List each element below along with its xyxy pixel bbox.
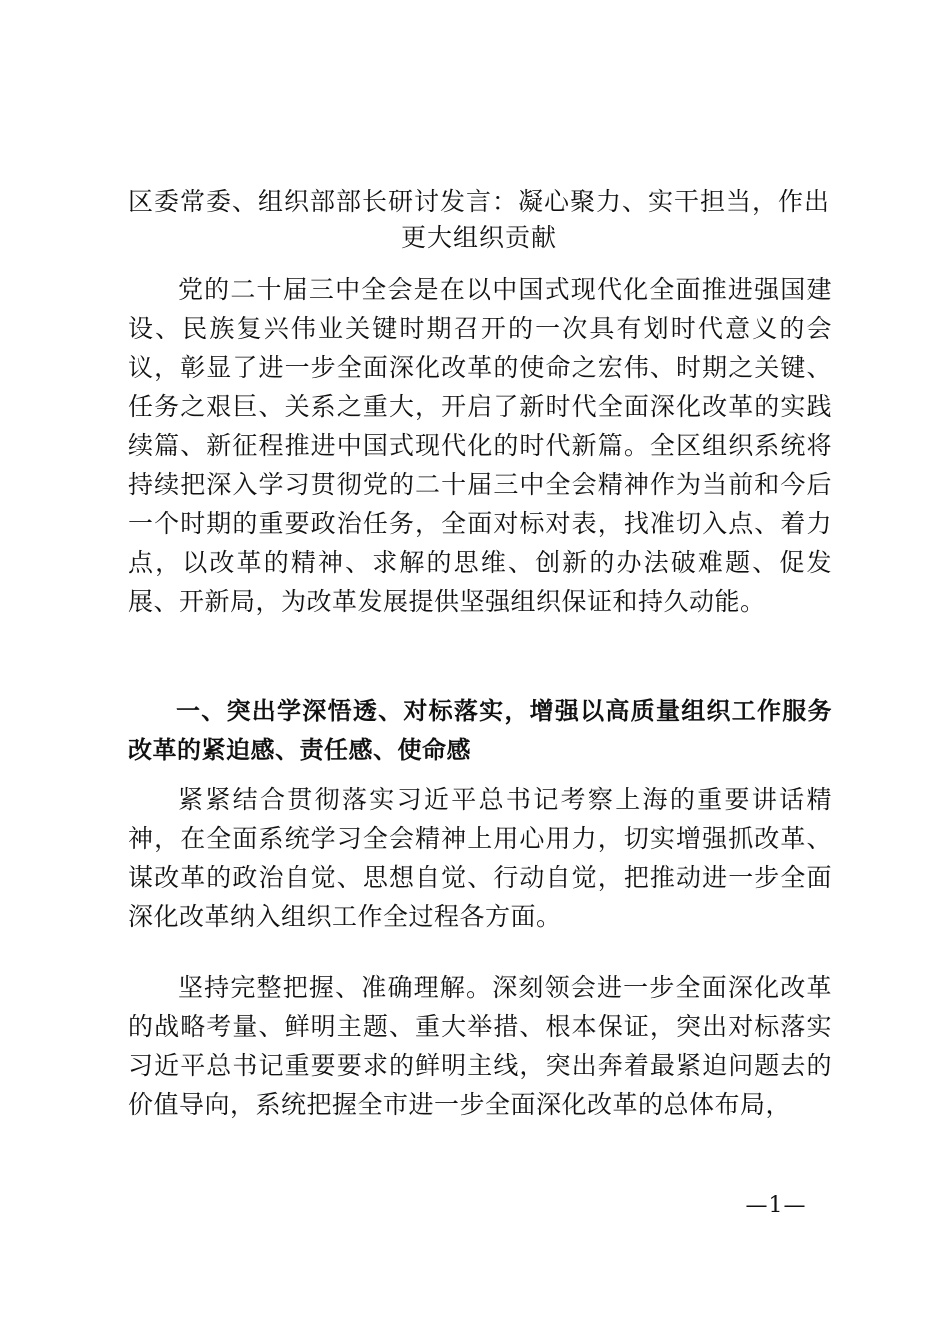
document-title: 区委常委、组织部部长研讨发言：凝心聚力、实干担当，作出更大组织贡献 — [128, 187, 831, 252]
paragraph-understanding: 坚持完整把握、准确理解。深刻领会进一步全面深化改革的战略考量、鲜明主题、重大举措、根本保证，突出对标落实习近平总书记重要要求的鲜明主线，突出奔着最紧迫问题去的价值导向，系统把握全市进一步全面深化改革的总体布局， — [128, 973, 832, 1119]
paragraph-intro: 党的二十届三中全会是在以中国式现代化全面推进强国建设、民族复兴伟业关键时期召开的一次具有划时代意义的会议，彰显了进一步全面深化改革的使命之宏伟、时期之关键、任务之艰巨、关系之重大，开启了新时代全面深化改革的实践续篇、新征程推进中国式现代化的时代新篇。全区组织系统将持续把深入学习贯彻党的二十届三中全会精神作为当前和今后一个时期的重要政治任务，全面对标对表，找准切入点、着力点，以改革的精神、求解的思维、创新的办法破难题、促发展、开新局，为改革发展提供坚强组织保证和持久动能。 — [128, 275, 832, 616]
section-heading-1: 一、突出学深悟透、对标落实，增强以高质量组织工作服务改革的紧迫感、责任感、使命感 — [128, 697, 832, 764]
paragraph-section-1: 紧紧结合贯彻落实习近平总书记考察上海的重要讲话精神，在全面系统学习全会精神上用心用力，切实增强抓改革、谋改革的政治自觉、思想自觉、行动自觉，把推动进一步全面深化改革纳入组织工作全过程各方面。 — [128, 785, 832, 931]
page-number: —1— — [745, 1193, 807, 1218]
